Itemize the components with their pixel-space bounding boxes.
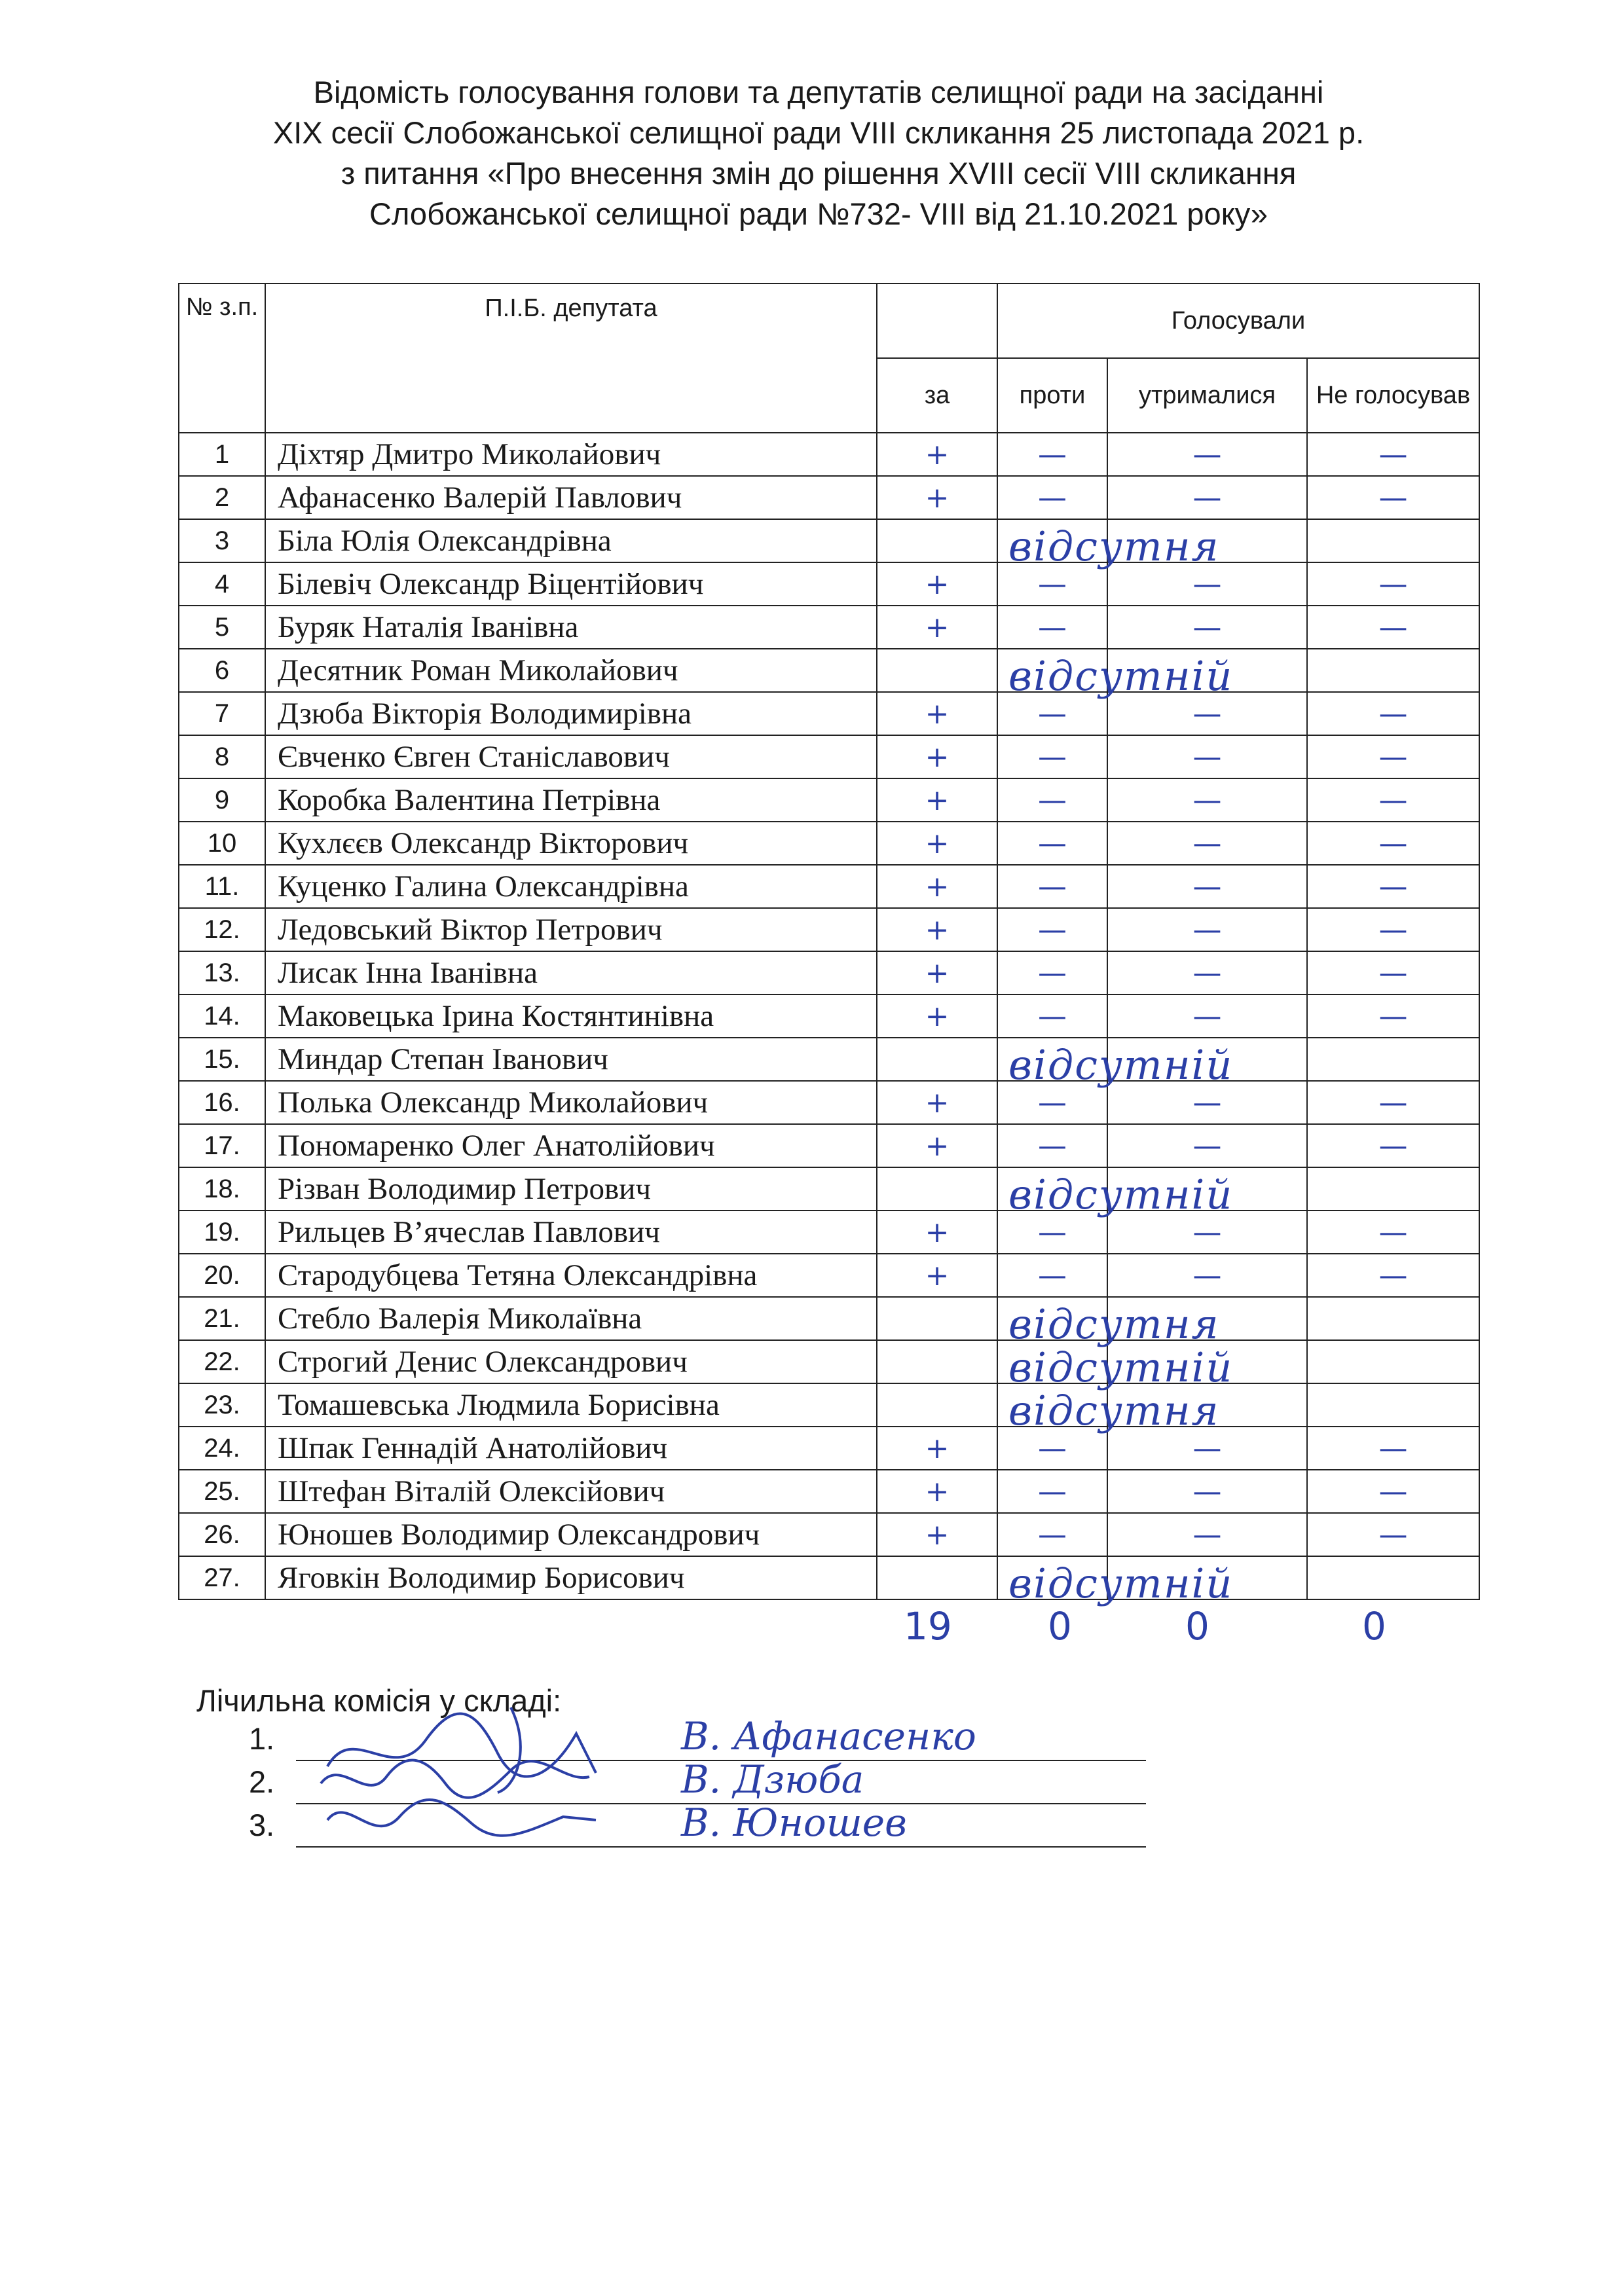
vote-for xyxy=(877,1383,1220,1434)
table-row xyxy=(179,778,1479,822)
row-number: 5 xyxy=(179,606,265,649)
vote-abstained: — xyxy=(1107,951,1307,994)
vote-against: — xyxy=(997,1081,1107,1124)
vote-not-voted xyxy=(1307,1167,1479,1211)
header-against: проти xyxy=(997,358,1107,433)
row-number: 1 xyxy=(179,433,265,476)
total-against: 0 xyxy=(1048,1604,1072,1649)
vote-abstained: — xyxy=(1107,476,1307,519)
deputy-name: Діхтяр Дмитро Миколайович xyxy=(265,433,877,476)
deputy-name: Пономаренко Олег Анатолійович xyxy=(265,1124,877,1167)
commission-member-3 xyxy=(249,1800,1146,1853)
vote-not-voted: — xyxy=(1307,951,1479,994)
deputy-name: Штефан Віталій Олексійович xyxy=(265,1470,877,1513)
header-blank xyxy=(877,283,997,358)
table-row xyxy=(179,822,1479,865)
row-number: 12. xyxy=(179,908,265,951)
vote-not-voted xyxy=(1307,649,1479,692)
vote-abstained: — xyxy=(1107,1254,1307,1297)
vote-for: + xyxy=(877,1513,997,1556)
vote-abstained: — xyxy=(1107,908,1307,951)
vote-against: — xyxy=(997,606,1107,649)
row-number: 19. xyxy=(179,1211,265,1254)
title-line-1: Відомість голосування голови та депутатів селищної ради на засіданні xyxy=(313,75,1324,109)
vote-for: + xyxy=(877,1254,997,1297)
vote-not-voted: — xyxy=(1307,778,1479,822)
vote-for: + xyxy=(877,692,997,735)
table-row xyxy=(179,433,1479,476)
row-number: 25. xyxy=(179,1470,265,1513)
vote-for: + xyxy=(877,1470,997,1513)
row-number: 26. xyxy=(179,1513,265,1556)
vote-for: + xyxy=(877,994,997,1038)
table-row xyxy=(179,1124,1479,1167)
table-row xyxy=(179,1556,1479,1599)
vote-against: — xyxy=(997,778,1107,822)
deputy-name: Юношев Володимир Олександрович xyxy=(265,1513,877,1556)
title-line-4: Слобожанської селищної ради №732- VIII від 21.10.2021 року» xyxy=(369,196,1268,231)
member-index: 2. xyxy=(249,1764,275,1799)
table-row xyxy=(179,519,1479,562)
vote-not-voted xyxy=(1307,1340,1479,1383)
vote-abstained: — xyxy=(1107,1211,1307,1254)
absent-note: відсутня xyxy=(1008,1387,1220,1434)
row-number: 13. xyxy=(179,951,265,994)
header-abstained: утрималися xyxy=(1107,358,1307,433)
vote-not-voted: — xyxy=(1307,1254,1479,1297)
vote-abstained: — xyxy=(1107,1427,1307,1470)
vote-abstained: — xyxy=(1107,822,1307,865)
vote-for xyxy=(877,649,1234,700)
deputy-name: Шпак Геннадій Анатолійович xyxy=(265,1427,877,1470)
header-for: за xyxy=(877,358,997,433)
absent-note: відсутній xyxy=(1008,1343,1234,1391)
table-row xyxy=(179,562,1479,606)
deputy-name: Коробка Валентина Петрівна xyxy=(265,778,877,822)
table-row xyxy=(179,951,1479,994)
vote-against: — xyxy=(997,735,1107,778)
vote-abstained: — xyxy=(1107,865,1307,908)
row-number: 18. xyxy=(179,1167,265,1211)
row-number: 9 xyxy=(179,778,265,822)
absent-note: відсутній xyxy=(1008,1041,1234,1089)
vote-for xyxy=(877,1340,1234,1391)
table-row xyxy=(179,865,1479,908)
vote-abstained: — xyxy=(1107,1124,1307,1167)
row-number: 27. xyxy=(179,1556,265,1599)
deputy-name: Кухлєєв Олександр Вікторович xyxy=(265,822,877,865)
vote-not-voted: — xyxy=(1307,1427,1479,1470)
vote-not-voted xyxy=(1307,1383,1479,1427)
document-title xyxy=(170,72,1467,234)
deputy-name: Рильцев В’ячеслав Павлович xyxy=(265,1211,877,1254)
vote-against: — xyxy=(997,1211,1107,1254)
vote-not-voted: — xyxy=(1307,606,1479,649)
total-abstained: 0 xyxy=(1185,1604,1209,1649)
vote-not-voted: — xyxy=(1307,735,1479,778)
total-for: 19 xyxy=(904,1604,952,1649)
vote-not-voted: — xyxy=(1307,822,1479,865)
table-row xyxy=(179,649,1479,692)
vote-for xyxy=(877,1556,1234,1607)
deputy-name: Яговкін Володимир Борисович xyxy=(265,1556,877,1599)
vote-for: + xyxy=(877,1081,997,1124)
deputy-name: Євченко Євген Станіславович xyxy=(265,735,877,778)
vote-against: — xyxy=(997,562,1107,606)
row-number: 4 xyxy=(179,562,265,606)
row-number: 11. xyxy=(179,865,265,908)
vote-for xyxy=(877,519,1220,570)
vote-against: — xyxy=(997,994,1107,1038)
absent-note: відсутній xyxy=(1008,1171,1234,1218)
vote-for: + xyxy=(877,865,997,908)
signature-image xyxy=(314,1781,616,1859)
vote-for xyxy=(877,1038,1234,1089)
vote-against: — xyxy=(997,1470,1107,1513)
vote-against: — xyxy=(997,476,1107,519)
row-number: 3 xyxy=(179,519,265,562)
title-line-3: з питання «Про внесення змін до рішення XVIII сесії VIII скликання xyxy=(341,156,1297,191)
table-row xyxy=(179,1254,1479,1297)
deputy-name: Буряк Наталія Іванівна xyxy=(265,606,877,649)
vote-not-voted xyxy=(1307,1038,1479,1081)
row-number: 2 xyxy=(179,476,265,519)
row-number: 7 xyxy=(179,692,265,735)
vote-not-voted: — xyxy=(1307,1081,1479,1124)
vote-against: — xyxy=(997,1427,1107,1470)
table-row xyxy=(179,1167,1479,1211)
vote-against: — xyxy=(997,433,1107,476)
header-voted: Голосували xyxy=(997,283,1479,358)
vote-not-voted: — xyxy=(1307,1211,1479,1254)
member-index: 1. xyxy=(249,1721,275,1756)
row-number: 23. xyxy=(179,1383,265,1427)
deputy-name: Маковецька Ірина Костянтинівна xyxy=(265,994,877,1038)
vote-for: + xyxy=(877,735,997,778)
deputy-name: Ледовський Віктор Петрович xyxy=(265,908,877,951)
table-row xyxy=(179,908,1479,951)
vote-against: — xyxy=(997,692,1107,735)
voting-table xyxy=(178,283,1480,1607)
vote-abstained: — xyxy=(1107,1081,1307,1124)
row-number: 24. xyxy=(179,1427,265,1470)
deputy-name: Строгий Денис Олександрович xyxy=(265,1340,877,1383)
vote-not-voted: — xyxy=(1307,1513,1479,1556)
vote-not-voted: — xyxy=(1307,562,1479,606)
deputy-name: Білевіч Олександр Віцентійович xyxy=(265,562,877,606)
table-row xyxy=(179,1427,1479,1470)
title-line-2: XIX сесії Слобожанської селищної ради VIII скликання 25 листопада 2021 р. xyxy=(272,115,1365,150)
vote-against: — xyxy=(997,908,1107,951)
vote-not-voted xyxy=(1307,1297,1479,1340)
vote-abstained: — xyxy=(1107,778,1307,822)
vote-not-voted: — xyxy=(1307,476,1479,519)
deputy-name: Лисак Інна Іванівна xyxy=(265,951,877,994)
vote-totals xyxy=(891,1604,1480,1656)
vote-for: + xyxy=(877,1124,997,1167)
member-name: В. Дзюба xyxy=(681,1757,864,1802)
row-number: 15. xyxy=(179,1038,265,1081)
vote-not-voted: — xyxy=(1307,994,1479,1038)
vote-for: + xyxy=(877,476,997,519)
row-number: 10 xyxy=(179,822,265,865)
member-name: В. Юношев xyxy=(681,1800,907,1845)
deputy-name: Афанасенко Валерій Павлович xyxy=(265,476,877,519)
row-number: 6 xyxy=(179,649,265,692)
row-number: 8 xyxy=(179,735,265,778)
vote-not-voted: — xyxy=(1307,692,1479,735)
deputy-name: Стебло Валерія Миколаївна xyxy=(265,1297,877,1340)
table-row xyxy=(179,1081,1479,1124)
header-deputy-name: П.І.Б. депутата xyxy=(265,283,877,433)
vote-for: + xyxy=(877,951,997,994)
table-row xyxy=(179,606,1479,649)
table-row xyxy=(179,1297,1479,1340)
absent-note: відсутня xyxy=(1008,1300,1220,1348)
vote-against: — xyxy=(997,822,1107,865)
absent-note: відсутній xyxy=(1008,652,1234,700)
vote-for: + xyxy=(877,1427,997,1470)
vote-against: — xyxy=(997,951,1107,994)
vote-abstained: — xyxy=(1107,735,1307,778)
vote-against: — xyxy=(997,1513,1107,1556)
vote-against: — xyxy=(997,1124,1107,1167)
header-not-voted: Не голосував xyxy=(1307,358,1479,433)
table-row xyxy=(179,1513,1479,1556)
deputy-name: Полька Олександр Миколайович xyxy=(265,1081,877,1124)
table-row xyxy=(179,1383,1479,1427)
absent-note: відсутня xyxy=(1008,522,1220,570)
deputy-name: Дзюба Вікторія Володимирівна xyxy=(265,692,877,735)
deputy-name: Томашевська Людмила Борисівна xyxy=(265,1383,877,1427)
vote-for: + xyxy=(877,778,997,822)
vote-rows xyxy=(179,433,1479,1607)
vote-for: + xyxy=(877,908,997,951)
deputy-name: Миндар Степан Іванович xyxy=(265,1038,877,1081)
table-row xyxy=(179,1211,1479,1254)
table-row xyxy=(179,994,1479,1038)
vote-against: — xyxy=(997,865,1107,908)
table-row xyxy=(179,692,1479,735)
table-row xyxy=(179,1038,1479,1081)
vote-abstained: — xyxy=(1107,692,1307,735)
absent-note: відсутній xyxy=(1008,1559,1234,1607)
vote-abstained: — xyxy=(1107,562,1307,606)
vote-not-voted: — xyxy=(1307,433,1479,476)
row-number: 16. xyxy=(179,1081,265,1124)
vote-not-voted: — xyxy=(1307,865,1479,908)
vote-for: + xyxy=(877,1211,997,1254)
row-number: 17. xyxy=(179,1124,265,1167)
table-row xyxy=(179,1470,1479,1513)
vote-abstained: — xyxy=(1107,606,1307,649)
vote-for xyxy=(877,1167,1234,1218)
table-row xyxy=(179,1340,1479,1383)
vote-for: + xyxy=(877,606,997,649)
vote-abstained: — xyxy=(1107,994,1307,1038)
deputy-name: Біла Юлія Олександрівна xyxy=(265,519,877,562)
commission-label: Лічильна комісія у складі: xyxy=(196,1683,562,1718)
vote-abstained: — xyxy=(1107,1470,1307,1513)
row-number: 21. xyxy=(179,1297,265,1340)
vote-for: + xyxy=(877,562,997,606)
total-not-voted: 0 xyxy=(1362,1604,1386,1649)
header-number: № з.п. xyxy=(179,283,265,433)
table-row xyxy=(179,735,1479,778)
vote-abstained: — xyxy=(1107,433,1307,476)
vote-not-voted xyxy=(1307,1556,1479,1599)
vote-for: + xyxy=(877,822,997,865)
vote-not-voted: — xyxy=(1307,1470,1479,1513)
vote-not-voted: — xyxy=(1307,1124,1479,1167)
vote-not-voted: — xyxy=(1307,908,1479,951)
row-number: 20. xyxy=(179,1254,265,1297)
deputy-name: Десятник Роман Миколайович xyxy=(265,649,877,692)
row-number: 22. xyxy=(179,1340,265,1383)
vote-for: + xyxy=(877,433,997,476)
deputy-name: Різван Володимир Петрович xyxy=(265,1167,877,1211)
member-index: 3. xyxy=(249,1808,275,1842)
vote-for xyxy=(877,1297,1220,1348)
member-name: В. Афанасенко xyxy=(681,1714,976,1758)
table-row xyxy=(179,476,1479,519)
deputy-name: Стародубцева Тетяна Олександрівна xyxy=(265,1254,877,1297)
deputy-name: Куценко Галина Олександрівна xyxy=(265,865,877,908)
vote-abstained: — xyxy=(1107,1513,1307,1556)
vote-against: — xyxy=(997,1254,1107,1297)
row-number: 14. xyxy=(179,994,265,1038)
vote-not-voted xyxy=(1307,519,1479,562)
